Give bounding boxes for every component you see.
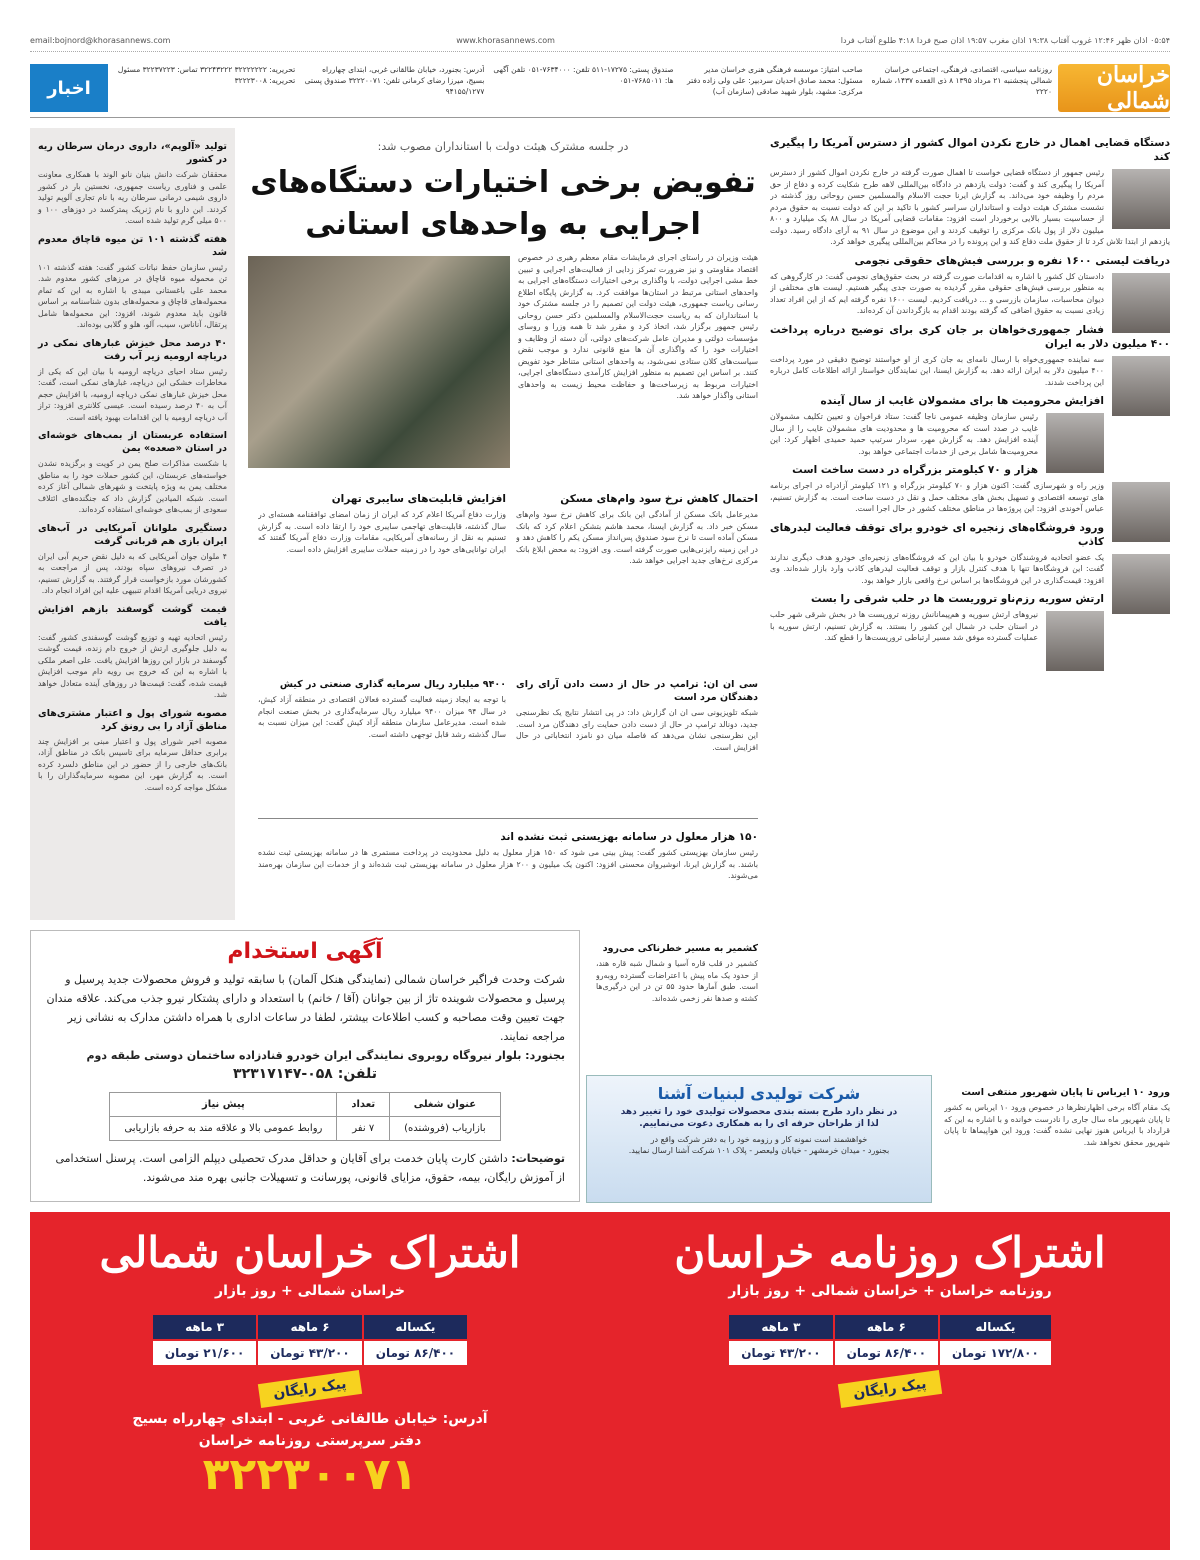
story-title: افزایش قابلیت‌های سایبری تهران [331,493,506,505]
ashna-title: شرکت تولیدی لبنیات آشنا [657,1084,861,1103]
sub-title: اشتراک روزنامه خراسان [674,1228,1106,1277]
news-text: رئیس سازمان وظیفه عمومی ناجا گفت: ستاد فراخوان و تعیین تکلیف مشمولان غایب در صدد است که محرومیت ها و محدودیت های مشمولان غایب را از سال آینده افزایش دهد. به گزارش مهر، سردار سرتیپ حمید حمیدی اظهار کرد: این محرومیت‌ها شامل برخی از خدمات اجتماعی خواهد بود. [770,412,1038,456]
story-cnn [516,672,758,814]
news-title: دستگاه قضایی اهمال در خارج نکردن اموال کشور از دسترس آمریکا را پیگیری کند [770,137,1170,163]
news-item [38,429,227,516]
website-link[interactable]: www.khorasannews.com [456,36,555,45]
note-label: توضیحات: [511,1152,565,1165]
news-title: مصوبه شورای پول و اعتبار مشتری‌های مناطق آزاد را بی رونق کرد [38,707,227,732]
hiring-address: بجنورد: بلوار نیروگاه روبروی نمایندگی ایران خودرو قنادزاده ساختمان دوستی طبقه دوم [86,1049,565,1062]
news-title: فشار جمهوری‌خواهان بر جان کری برای توضیح درباره پرداخت ۴۰۰ میلیون دلار به ایران [770,323,1170,350]
lead-kicker: در جلسه مشترک هیئت دولت با استانداران مصوب شد: [377,140,629,153]
free-delivery-badge: پیک رایگان [838,1370,942,1408]
news-text: وزیر راه و شهرسازی گفت: اکنون هزار و ۷۰ کیلومتر بزرگراه و ۱۲۱ کیلومتر آزادراه در اجرای برنامه های توسعه اقتصادی و تسهیل بخش های مختلف حمل و نقل در دست ساخت است. به گزارش تسنیم، عباس آخوندی افزود: این پروژه‌ها در مناطق مختلف کشور در حال اجرا است. [770,481,1105,513]
story-text: کشمیر در قلب قاره آسیا و شمال شبه قاره هند، از حدود یک ماه پیش با اعتراضات گسترده روبه‌رو است. طبق آمارها حدود ۵۵ تن در این درگیری‌ها کشته و صدها نفر زخمی شده‌اند. [596,959,758,1003]
news-title: افزایش محرومیت ها برای مشمولان غایب از سال آینده [820,395,1104,407]
sub-title: اشتراک خراسان شمالی [99,1228,521,1277]
subscription-khorasan [640,1228,1140,1401]
news-text: محققان شرکت دانش بنیان نانو الوند با همکاری معاونت علمی و فناوری ریاست جمهوری، نخستین بار در کشور داروی شیمی درمانی سرطان ریه با نام تجاری آلوپم تولید کردند. این دارو با نام ژنریک پمترکسد در دوزهای ۱۰۰ و ۵۰۰ میلی گرم تولید شده است. [38,170,228,225]
price: ۱۷۲/۸۰۰ تومان [939,1340,1052,1366]
news-text: رئیس ستاد احیای دریاچه ارومیه با بیان این که یکی از مخاطرات خشکی این دریاچه، غبارهای نمکی است، گفت: محل خیزش غبارهای نمکی دریاچه ارومیه، با افزایش حجم آب به ۴۰ درصد رسیده است. عیسی کلانتری افزود: تراز آب دریاچه ارومیه با این اقدامات بهبود یافته است. [38,366,227,422]
news-title: ارتش سوریه رزم‌ناو تروریست ها در حلب شرقی را بست [811,593,1104,605]
hiring-body: شرکت وحدت فراگیر خراسان شمالی (نمایندگی هنکل آلمان) با سابقه تولید و فروش محصولات جدید پرسیل و پرسیل و محصولات شوینده تاژ از بین جوانان (آقا / خانم) با استعداد و دارای پشتکار نیرو جذب می‌کند. علاقه مندان جهت تعیین وقت مصاحبه و کسب اطلاعات بیشتر، لطفا در ساعات اداری با همراه داشتن مدارک به نشانی زیر مراجعه نمایند. [46,973,565,1043]
news-photo [1112,169,1170,229]
news-item [770,592,1170,644]
news-title: ۴۰ درصد محل خیزش غبارهای نمکی در دریاچه ارومیه زیر آب رفت [38,337,227,362]
story-title: ۱۵۰ هزار معلول در سامانه بهزیستی ثبت نشده اند [500,831,758,843]
news-item [770,136,1170,248]
story-title: کشمیر به مسیر خطرناکی می‌رود [602,943,758,954]
lead-headline: تفویض برخی اختیارات دستگاه‌های اجرایی به واحدهای استانی [250,165,756,242]
sub-combo: خراسان شمالی + روز بازار [215,1283,405,1299]
news-photo [1112,482,1170,542]
table-row [110,1117,500,1141]
hiring-table [109,1092,500,1141]
ashna-line4: بجنورد - میدان خرمشهر - خیابان ولیعصر - پلاک ۱۰۱ شرکت آشنا ارسال نمایید. [628,1146,890,1155]
sub-office: دفتر سرپرستی روزنامه خراسان [198,1433,422,1449]
price: ۲۱/۶۰۰ تومان [152,1340,257,1366]
news-title: ورود فروشگاه‌های زنجیره ای خودرو برای توقف فعالیت لیدرهای کاذب [770,521,1104,548]
price: ۸۶/۴۰۰ تومان [834,1340,939,1366]
news-text: نیروهای ارتش سوریه و هم‌پیمانانش روزنه تروریست ها در بخش شرقی شهر حلب در استان حلب در شمال این کشور را بستند. به گزارش تسنیم، ارتش سوریه با عملیات گسترده موفق شد مسیر ارتباطی تروریست‌ها را قطع کند. [770,610,1038,642]
news-text: رئیس سازمان حفظ نباتات کشور گفت: هفته گذشته ۱۰۱ تن محموله میوه قاچاق در مرزهای کشور معدوم شد. محمد علی باغستانی میبدی با اشاره به این که تمام محموله‌های قاچاق و محموله‌های بدون شناسنامه بر اساس قانون باید معدوم شوند، افزود: این محموله‌ها شامل پرتقال، آناناس، سیب، آلو، هلو و گلابی بوده‌اند. [38,262,227,329]
masthead-date: روزنامه سیاسی، اقتصادی، فرهنگی، اجتماعی خراسان شمالی پنجشنبه ۲۱ مرداد ۱۳۹۵ ۸ ذی القعده ۱۴۳۷، شماره ۲۲۲۰ [871,65,1052,96]
masthead-phones: تحریریه: ۳۲۲۲۲۲۲۲ ۳۲۲۴۳۲۲۲ تماس: ۳۲۲۳۷۲۲۳ مسئول تحریریه: ۳۲۲۲۳۰۰۸ [117,65,296,85]
news-text: سه نماینده جمهوری‌خواه با ارسال نامه‌ای به جان کری از او خواستند توضیح دقیقی در مورد پرداخت ۴۰۰ میلیون دلار به ایران ارائه دهد. به گزارش ایسنا، این نمایندگان خواستار ارائه اطلاعات کامل درباره این پرداخت شدند. [770,354,1104,387]
period: ۳ ماهه [728,1314,833,1340]
story-airbus [944,1080,1170,1202]
news-item [38,707,227,794]
news-title: قیمت گوشت گوسفند بازهم افزایش یافت [38,603,227,628]
divider [258,818,758,819]
news-title: هزار و ۷۰ کیلومتر بزرگراه در دست ساخت است [792,464,1038,476]
masthead [30,64,1170,118]
news-title: استفاده عربستان از بمب‌های خوشه‌ای در استان «صعده» یمن [38,430,227,454]
news-title: دریافت لیستی ۱۶۰۰ نفره و بررسی فیش‌های حقوقی نجومی [854,254,1170,267]
news-photo [1112,554,1170,614]
news-title: هفته گذشته ۱۰۱ تن میوه قاچاق معدوم شد [38,233,228,258]
table-cell: ۷ نفر [337,1117,390,1141]
story-cyber [258,486,506,664]
email-link[interactable]: email:bojnord@khorasannews.com [30,36,171,45]
story-title: ورود ۱۰ ایرباس تا پایان شهریور منتفی است [961,1087,1170,1098]
hiring-note [45,1149,565,1187]
subscription-ad [30,1212,1170,1550]
section-label: اخبار [30,64,108,112]
ashna-line1: در نظر دارد طرح بسته بندی محصولات تولیدی خود را تغییر دهد [620,1107,898,1117]
ashna-line3: خواهشمند است نمونه کار و رزومه خود را به دفتر شرکت واقع در [650,1135,868,1144]
news-text: یک عضو اتحادیه فروشندگان خودرو با بیان این که فروشگاه‌های زنجیره‌ای خودرو هدف دیگری ندارند گفت: این فروشگاه‌ها تنها با هدف کنترل بازار و توقف فعالیت لیدرهای کاذب وارد بازار شده‌اند. وی افزود: قیمت‌گذاری در این فروشگاه‌ها بر اساس نرخ واقعی بازار خواهد بود. [770,552,1104,585]
table-cell: روابط عمومی بالا و علاقه مند به حرفه بازاریابی [110,1117,337,1141]
period: ۶ ماهه [834,1314,939,1340]
news-item [770,521,1170,587]
right-news-column [770,130,1170,1080]
hiring-ad [30,930,580,1202]
sub-address: آدرس: خیابان طالقانی غربی - ابتدای چهارراه بسیج [132,1411,488,1427]
price-table [151,1313,469,1367]
news-text: ۴ ملوان جوان آمریکایی که به دلیل نقض حریم آبی ایران در تصرف نیروهای سپاه بودند، پس از مراجعت به کشورشان مورد بازخواست قرار گرفتند. به گزارش تسنیم، نیروی دریایی آمریکا اقدام تنبیهی علیه این افراد انجام داد. [38,551,227,595]
news-item [38,603,227,701]
period: ۶ ماهه [257,1314,362,1340]
story-title: ۹۴۰۰ میلیارد ریال سرمایه گذاری صنعتی در کیش [279,679,506,690]
price-table [727,1313,1053,1367]
story-text: شبکه تلویزیونی سی ان ان گزارش داد: در پی انتشار نتایج یک نظرسنجی جدید، دونالد ترامپ در حال از دست دادن حمایت رای دهندگان مرد است. این نظرسنجی نشان می‌دهد که فاصله میان دو نامزد انتخاباتی در حال افزایش است. [516,708,758,752]
news-title: تولید «آلوپم»، داروی درمان سرطان ریه در کشور [38,141,227,165]
subscription-north [60,1228,560,1500]
news-item [770,463,1170,515]
news-text: با شکست مذاکرات صلح یمن در کویت و برگزیده نشدن خواسته‌های عربستان، این کشور حملات خود را به مناطق مختلف یمن به ویژه پایتخت و شهرهای شمالی آغاز کرده است. شبکه المیادین گزارش داد که جنگنده‌های ائتلاف سعودی از بمب‌های خوشه‌ای استفاده کرده‌اند. [38,459,227,514]
table-header: پیش نیاز [110,1093,337,1117]
story-text: وزارت دفاع آمریکا اعلام کرد که ایران از زمان امضای توافقنامه هسته‌ای در سال گذشته، قابلیت‌های تهاجمی سایبری خود را ارتقا داده است. به گزارش تسنیم به نقل از رسانه‌های آمریکایی، مقامات وزارت دفاع آمریکا گفتند که ایران توانایی‌های خود را در زمینه حملات سایبری افزایش داده است. [258,510,506,554]
masthead-postal: صندوق پستی: ۱۷۲۷۵-۵۱۱ تلفن: ۷۶۳۴۰۰۰-۰۵۱ تلفن آگهی ها: ۷۶۸۵۰۱۱-۰۵۱ [493,65,674,85]
ashna-ad [586,1075,932,1203]
story-title: احتمال کاهش نرخ سود وام‌های مسکن [560,493,758,505]
news-text: دادستان کل کشور با اشاره به اقدامات صورت گرفته در بحث حقوق‌های نجومی گفت: در کارگروهی که به منظور بررسی فیش‌های حقوقی مقرر گردیده به صورت جدی پیگیر هستیم. لیست های مختلفی از دیوان محاسبات، سازمان بازرسی و ... دریافت کردیم. لیست ۱۶۰۰ نفره گرفته ایم که از این افراد تعداد زیادی نسبت به حقوق اضافی که گرفته بودند اقدام به بازگرداندن آن کرده‌اند. [770,271,1104,315]
hiring-phone: تلفن: ۰۵۸-۳۲۳۱۷۱۴۷ [233,1066,377,1082]
sub-combo: روزنامه خراسان + خراسان شمالی + روز بازار [728,1283,1052,1299]
news-photo [1112,273,1170,333]
story-text: با توجه به ایجاد زمینه فعالیت گسترده فعالان اقتصادی در منطقه آزاد کیش، در سال ۹۴ میزان ۹۴۰۰ میلیارد ریال سرمایه‌گذاری در بخش صنعت انجام شده است. مدیرعامل سازمان منطقه آزاد کیش گفت: این میزان نسبت به سال گذشته رشد قابل توجهی داشته است. [258,695,506,739]
story-text: رئیس سازمان بهزیستی کشور گفت: پیش بینی می شود که ۱۵۰ هزار معلول به دلیل محدودیت در پرداخت مستمری ها در سامانه بهزیستی ثبت نشده باشند. به گزارش ایرنا، انوشیروان محسنی افزود: اکنون یک میلیون و ۲۰۰ هزار معلول در سامانه بهزیستی ثبت شده‌اند و از خدمات این سازمان بهره‌مند می‌شوند. [258,848,758,880]
news-text: رئیس جمهور از دستگاه قضایی خواست تا اهمال صورت گرفته در خارج نکردن اموال کشور از دسترس آمریکا را پیگیری کند و گفت: دولت یازدهم در دادگاه بین‌المللی لاهه طرح شکایت کرده و دفاع از حق مردم را وظیفه خود می‌داند. به گزارش ایرنا حجت الاسلام والمسلمین حسن روحانی روز گذشته در نشست مشترک هیئت دولت و استانداران سراسر کشور با تاکید بر این که دولت نسبت به حقوق مردم از حساسیت بسیار بالایی برخوردار است افزود: مقامات قضایی آمریکا در سال ۸۸ یک میلیارد و ۸۰۰ میلیون دلار از پول بانک مرکزی را توقیف کردند و این موضوع در سال ۹۱ به آرای دادگاه رسید. دولت یازدهم از ابتدا تلاش کرد تا از حقوق ملت دفاع کند و این پرونده را در محاکم بین‌المللی پیگیری خواهد کرد. [770,168,1170,246]
news-item [38,337,227,424]
story-text: یک مقام آگاه برخی اظهارنظرها در خصوص ورود ۱۰ ایرباس به کشور تا پایان شهریور ماه سال جاری را نادرست خوانده و با اشاره به این که قرارداد با ایرباس هنوز نهایی نشده گفت: ورود این هواپیماها تا پایان شهریور محقق نخواهد شد. [944,1103,1170,1147]
top-info-line [30,36,1170,52]
news-item [38,233,227,331]
ashna-line2: لذا از طراحان حرفه ای را به همکاری دعوت می‌نماییم. [639,1119,879,1129]
period: یکساله [363,1314,468,1340]
note-text: داشتن کارت پایان خدمت برای آقایان و حداقل مدرک تحصیلی دیپلم الزامی است. پرسنل استخدامی از آموزش رایگان، بیمه، حقوق، مزایای قانونی، پورسانت و تسهیلات جانبی بهره مند می‌شوند. [55,1152,565,1184]
sub-phone: ۳۲۲۳۰۰۷۱ [202,1449,418,1500]
news-item [770,254,1170,317]
news-item [38,140,227,227]
masthead-address: آدرس: بجنورد، خیابان طالقانی غربی، ابتدای چهارراه بسیج، میرزا رضای کرمانی تلفن: ۳۲۲۲۰۰۷۱ صندوق پستی ۹۴۱۵۵/۱۲۷۷ [304,65,485,96]
table-header: عنوان شغلی [390,1093,501,1117]
news-photo [1046,413,1104,473]
left-news-column [30,128,235,920]
news-photo [1046,611,1104,671]
story-disabled [258,824,758,914]
masthead-owner: صاحب امتیاز: موسسه فرهنگی هنری خراسان مدیر مسئول: محمد صادق احدیان سردبیر: علی ولی زاده دفتر مرکزی: مشهد، بلوار شهید صادقی (سازمان آب) [686,65,863,96]
story-title: سی ان ان: ترامپ در حال از دست دادن آرای رای دهندگان مرد است [516,679,758,703]
news-item [770,323,1170,389]
news-title: دستگیری ملوانان آمریکایی در آب‌های ایران بازی هم قربانی گرفت [38,522,227,547]
news-text: مصوبه اخیر شورای پول و اعتبار مبنی بر افزایش چند برابری حداقل سرمایه برای تاسیس بانک در مناطق آزاد، بانک‌های خارجی را از حضور در این مناطق دلسرد کرده است. به گزارش مهر، این مصوبه سرمایه‌گذاران را با مشکل مواجه کرده است. [38,736,227,792]
price: ۴۳/۲۰۰ تومان [257,1340,362,1366]
news-item [38,522,227,597]
hiring-title: آگهی استخدام [227,939,383,964]
news-text: رئیس اتحادیه تهیه و توزیع گوشت گوسفندی کشور گفت: به دلیل جلوگیری ارتش از خروج دام زنده، قیمت گوشت گوسفند در بازار این روزها افزایش یافت. علی اصغر ملکی با اشاره به این که خروج بی رویه دام موجب افزایش قیمت شده، گفت: قیمت‌ها در روزهای آینده متعادل خواهد شد. [38,632,227,699]
period: یکساله [939,1314,1052,1340]
table-header: تعداد [337,1093,390,1117]
news-photo [1112,356,1170,416]
cabinet-meeting-photo [248,256,510,468]
free-delivery-badge: پیک رایگان [258,1370,362,1408]
prayer-times: ۰۵:۵۴ اذان ظهر ۱۲:۴۶ غروب آفتاب ۱۹:۳۸ اذان مغرب ۱۹:۵۷ اذان صبح فردا ۴:۱۸ طلوع آفتاب فردا [840,36,1170,45]
news-item [770,394,1170,457]
masthead-info [108,64,1058,117]
newspaper-logo: خراسان شمالی [1058,64,1170,112]
table-cell: بازاریاب (فروشنده) [390,1117,501,1141]
story-housing [516,486,758,664]
period: ۳ ماهه [152,1314,257,1340]
story-text: مدیرعامل بانک مسکن از آمادگی این بانک برای کاهش نرخ سود وام‌های مسکن خبر داد. به گزارش ایسنا، محمد هاشم بتشکن اعلام کرد که بانک مسکن آماده است تا نرخ سود صندوق پس‌انداز مسکن یکم را کاهش دهد و در این زمینه رایزنی‌هایی صورت گرفته است. وی افزود: به محض ابلاغ بانک مرکزی نرخ‌های جدید اجرایی خواهد شد. [516,510,758,565]
story-kish [258,672,506,814]
price: ۴۳/۲۰۰ تومان [728,1340,833,1366]
story-kashmir [596,936,758,1066]
lead-body: هیئت وزیران در راستای اجرای فرمایشات مقام معظم رهبری در خصوص اقتصاد مقاومتی و نیز ضرورت تمرکز زدایی از فعالیت‌های اجرایی و تبیین خط مشی اجرایی دولت، با واگذاری برخی اختیارات دستگاه‌های اجرایی به واحدهای استانی مرتبط در استان‌ها موافقت کرد. به گزارش پایگاه اطلاع رسانی ریاست جمهوری، هیئت دولت این تصمیم را در جلسه مشترک خود با استانداران که به ریاست حجت‌الاسلام والمسلمین دکتر حسن روحانی رئیس جمهور برگزار شد، اتخاذ کرد و مقرر شد تا همه وزرا و روسای مؤسسات دولتی و مدیران عامل شرکت‌های دولتی، آن دسته از وظایف و اختیارات خود را که واگذاری آن ها منع قانونی ندارد و موجب نقض سیاست‌های کلان ستادی نمی‌شود، به واحدهای استانی متناظر خود تفویض کنند. بر اساس این تصمیم به منظور افزایش کارآمدی دستگاه‌های اجرایی، اختیارات مربوط به زیرساخت‌ها و حفاظت محیط زیست به واحدهای استانی واگذار خواهد شد. [518,253,758,400]
price: ۸۶/۴۰۰ تومان [363,1340,468,1366]
